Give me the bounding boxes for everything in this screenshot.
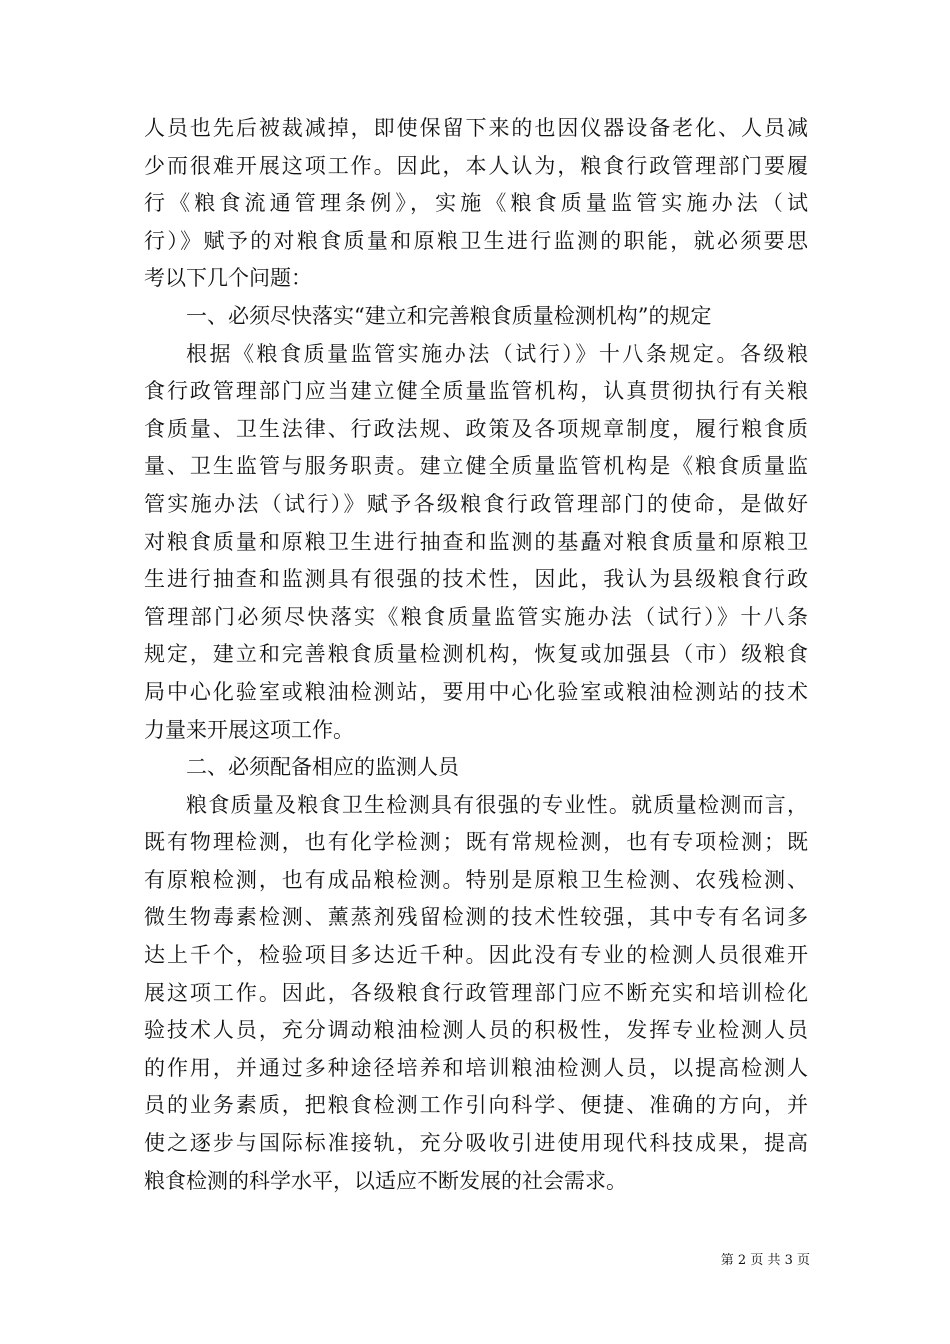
body-line: 粮食质量及粮食卫生检测具有很强的专业性。就质量检测而言， (186, 792, 808, 817)
body-line: 行《粮食流通管理条例》，实施《粮食质量监管实施办法（试 (144, 191, 808, 216)
body-line: 的作用，并通过多种途径培养和培训粮油检测人员，以提高检测人 (144, 1055, 808, 1080)
body-line: 管理部门必须尽快落实《粮食质量监管实施办法（试行）》十八条 (144, 604, 808, 629)
body-line: 员的业务素质，把粮食检测工作引向科学、便捷、准确的方向，并 (144, 1093, 808, 1118)
section-heading-1: 一、必须尽快落实“建立和完善粮食质量检测机构”的规定 (186, 303, 712, 328)
body-line: 少而很难开展这项工作。因此，本人认为，粮食行政管理部门要履 (144, 153, 808, 178)
body-line: 使之逐步与国际标准接轨，充分吸收引进使用现代科技成果，提高 (144, 1131, 808, 1156)
body-line: 生进行抽查和监测具有很强的技术性，因此，我认为县级粮食行政 (144, 567, 808, 592)
body-line: 局中心化验室或粮油检测站，要用中心化验室或粮油检测站的技术 (144, 679, 808, 704)
page-number: 第 2 页 共 3 页 (720, 1253, 810, 1268)
document-body (144, 110, 808, 1200)
body-line: 食行政管理部门应当建立健全质量监管机构，认真贯彻执行有关粮 (144, 379, 808, 404)
body-line: 食质量、卫生法律、行政法规、政策及各项规章制度，履行粮食质 (144, 416, 808, 441)
body-line: 考以下几个问题： (144, 266, 312, 291)
body-line: 达上千个，检验项目多达近千种。因此没有专业的检测人员很难开 (144, 943, 808, 968)
body-line: 展这项工作。因此，各级粮食行政管理部门应不断充实和培训检化 (144, 980, 808, 1005)
section-heading-2: 二、必须配备相应的监测人员 (186, 755, 459, 780)
body-line: 力量来开展这项工作。 (144, 717, 354, 742)
body-line: 对粮食质量和原粮卫生进行抽查和监测的基矗对粮食质量和原粮卫 (144, 529, 808, 554)
body-line: 验技术人员，充分调动粮油检测人员的积极性，发挥专业检测人员 (144, 1018, 808, 1043)
body-line: 管实施办法（试行）》赋予各级粮食行政管理部门的使命，是做好 (144, 491, 808, 516)
body-line: 量、卫生监管与服务职责。建立健全质量监管机构是《粮食质量监 (144, 454, 808, 479)
body-line: 既有物理检测，也有化学检测；既有常规检测，也有专项检测；既 (144, 830, 808, 855)
body-line: 规定，建立和完善粮食质量检测机构，恢复或加强县（市）级粮食 (144, 642, 808, 667)
body-line: 微生物毒素检测、薰蒸剂残留检测的技术性较强，其中专有名词多 (144, 905, 808, 930)
body-line: 根据《粮食质量监管实施办法（试行）》十八条规定。各级粮 (186, 341, 808, 366)
body-line: 人员也先后被裁减掉，即使保留下来的也因仪器设备老化、人员减 (144, 116, 808, 140)
body-line: 有原粮检测，也有成品粮检测。特别是原粮卫生检测、农残检测、 (144, 867, 808, 892)
body-line: 行）》赋予的对粮食质量和原粮卫生进行监测的职能，就必须要思 (144, 228, 808, 253)
body-line: 粮食检测的科学水平，以适应不断发展的社会需求。 (144, 1168, 627, 1193)
